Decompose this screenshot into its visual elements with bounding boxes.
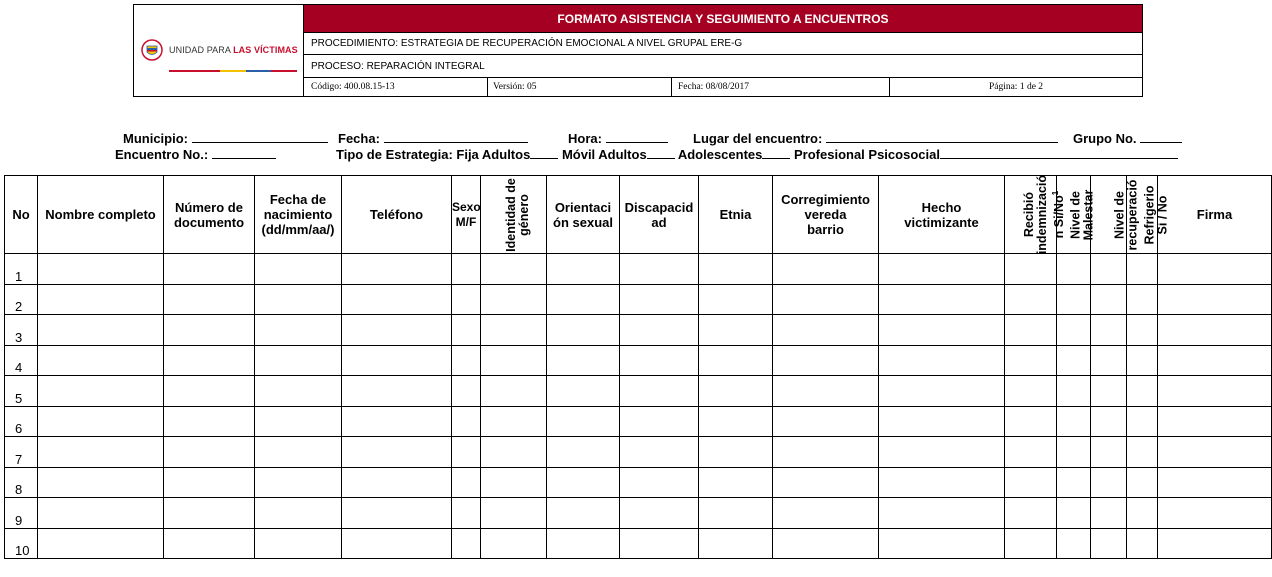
table-cell[interactable] [255,284,342,315]
code-cell: Código: 400.08.15-13 [304,78,488,96]
table-cell[interactable] [699,345,773,376]
table-cell[interactable] [620,467,699,498]
table-cell[interactable] [164,437,255,468]
table-cell[interactable] [879,284,1005,315]
table-cell[interactable] [1127,284,1158,315]
info-line-1 [123,130,328,146]
table-cell[interactable] [38,437,164,468]
table-cell[interactable] [255,315,342,346]
table-cell[interactable] [342,284,452,315]
logo-cell [134,5,304,96]
table-cell[interactable] [1091,406,1127,437]
table-cell[interactable] [1158,376,1272,407]
grupo-field[interactable] [1140,130,1182,143]
table-row [5,284,1272,315]
table-cell[interactable] [255,528,342,559]
table-cell[interactable] [1091,376,1127,407]
col-malestar-text: Nivel de Malestar [1068,189,1096,240]
row-number: 3 [5,315,38,346]
table-cell[interactable] [342,345,452,376]
encuentro-label: Encuentro No.: [115,147,209,162]
row-number: 7 [5,437,38,468]
table-cell[interactable] [1057,315,1091,346]
table-cell[interactable] [1005,498,1057,529]
table-cell[interactable] [699,498,773,529]
table-cell[interactable] [38,345,164,376]
table-cell[interactable] [773,315,879,346]
table-cell[interactable] [773,345,879,376]
col-firma: Firma [1158,176,1272,254]
table-cell[interactable] [620,376,699,407]
table-cell[interactable] [1005,406,1057,437]
row-number: 10 [5,528,38,559]
tipo-label: Tipo de Estrategia: Fija Adultos [336,147,531,162]
col-nacimiento-l3: (dd/mm/aa/) [261,222,335,237]
table-cell[interactable] [164,406,255,437]
col-corregimiento-l1: Corregimiento [781,192,870,207]
table-cell[interactable] [699,528,773,559]
table-cell[interactable] [879,315,1005,346]
table-cell[interactable] [255,406,342,437]
table-cell[interactable] [1005,254,1057,285]
table-cell[interactable] [1091,254,1127,285]
version-cell: Versión: 05 [488,78,672,96]
table-cell[interactable] [547,315,620,346]
form-title: FORMATO ASISTENCIA Y SEGUIMIENTO A ENCUENTROS [304,5,1142,33]
municipio-field[interactable] [192,130,328,143]
table-cell[interactable] [481,467,547,498]
table-cell[interactable] [164,315,255,346]
table-cell[interactable] [38,376,164,407]
table-cell[interactable] [1057,467,1091,498]
table-cell[interactable] [1005,284,1057,315]
row-number: 5 [5,376,38,407]
hora-label: Hora: [568,131,602,146]
table-cell[interactable] [1005,376,1057,407]
table-cell[interactable] [164,467,255,498]
table-cell[interactable] [38,467,164,498]
table-cell[interactable] [773,498,879,529]
table-row [5,437,1272,468]
table-cell[interactable] [699,467,773,498]
adolescentes-field[interactable] [762,146,790,159]
col-sexo-l1: Sexo [452,199,481,214]
table-cell[interactable] [164,498,255,529]
table-cell[interactable] [1127,376,1158,407]
row-number: 6 [5,406,38,437]
table-cell[interactable] [547,345,620,376]
table-cell[interactable] [699,284,773,315]
table-cell[interactable] [342,498,452,529]
table-cell[interactable] [1005,345,1057,376]
col-sexo-l2: M/F [455,214,477,229]
table-cell[interactable] [481,284,547,315]
logo-text [169,45,298,55]
table-cell[interactable] [255,437,342,468]
table-cell[interactable] [452,467,481,498]
col-orientacion [547,176,620,254]
table-cell[interactable] [452,406,481,437]
table-cell[interactable] [1127,437,1158,468]
table-cell[interactable] [879,254,1005,285]
table-cell[interactable] [164,345,255,376]
process-line: PROCESO: REPARACIÓN INTEGRAL [304,55,1142,78]
table-cell[interactable] [1127,406,1158,437]
table-cell[interactable] [1005,315,1057,346]
table-cell[interactable] [773,467,879,498]
table-cell[interactable] [1091,498,1127,529]
table-cell[interactable] [1091,284,1127,315]
profesional-field[interactable] [940,146,1178,159]
table-cell[interactable] [1127,498,1158,529]
table-cell[interactable] [773,406,879,437]
table-cell[interactable] [1005,467,1057,498]
col-corregimiento [773,176,879,254]
col-hecho-l2: victimizante [904,214,979,230]
table-cell[interactable] [1091,315,1127,346]
grupo-label: Grupo No. [1073,131,1137,146]
table-cell[interactable] [699,254,773,285]
table-cell[interactable] [1127,254,1158,285]
table-cell[interactable] [1158,345,1272,376]
col-telefono: Teléfono [342,176,452,254]
encuentro-field[interactable] [212,146,276,159]
table-cell[interactable] [1127,315,1158,346]
table-cell[interactable] [1057,406,1091,437]
adolescentes-label: Adolescentes [677,147,763,162]
table-cell[interactable] [342,467,452,498]
col-recuperacion [1091,176,1140,254]
table-cell[interactable] [1057,528,1091,559]
movil-adultos-field[interactable] [647,146,675,159]
table-cell[interactable] [620,406,699,437]
table-cell[interactable] [773,284,879,315]
fecha-group [338,130,528,146]
table-cell[interactable] [620,498,699,529]
table-header-row [5,176,1272,254]
table-cell[interactable] [1127,345,1158,376]
logo-prefix: UNIDAD PARA [169,45,231,55]
col-corregimiento-l2: vereda [804,207,847,222]
table-cell[interactable] [879,498,1005,529]
profesional-label: Profesional Psicosocial [794,147,940,162]
row-number: 9 [5,498,38,529]
table-cell[interactable] [547,528,620,559]
table-cell[interactable] [1158,284,1272,315]
col-recuperacion-text: Nivel de recuperació [1112,179,1140,250]
table-row [5,406,1272,437]
table-cell[interactable] [1158,498,1272,529]
row-number: 1 [5,254,38,285]
table-cell[interactable] [699,315,773,346]
table-cell[interactable] [255,345,342,376]
table-cell[interactable] [481,528,547,559]
row-number: 2 [5,284,38,315]
col-discapacidad-l2: ad [651,214,667,230]
form-header [133,4,1143,97]
col-indemnizacion-text: Recibió indemnizació n Si/No$^1$ [1022,174,1067,255]
col-no: No [5,176,38,254]
table-cell[interactable] [547,284,620,315]
table-cell[interactable] [620,315,699,346]
col-orientacion-l1: Orientaci [554,199,612,215]
table-cell[interactable] [1005,437,1057,468]
table-cell[interactable] [342,376,452,407]
table-cell[interactable] [620,254,699,285]
municipio-label: Municipio: [123,131,188,146]
table-cell[interactable] [1091,467,1127,498]
table-cell[interactable] [1057,284,1091,315]
col-discapacidad [620,176,699,254]
table-cell[interactable] [38,284,164,315]
col-sexo [452,176,481,254]
table-cell[interactable] [481,406,547,437]
col-nacimiento [255,176,342,254]
table-cell[interactable] [38,254,164,285]
table-cell[interactable] [547,498,620,529]
col-hecho [879,176,1005,254]
table-cell[interactable] [1158,254,1272,285]
table-cell[interactable] [1057,498,1091,529]
table-cell[interactable] [481,376,547,407]
table-cell[interactable] [879,376,1005,407]
row-number: 8 [5,467,38,498]
table-cell[interactable] [620,437,699,468]
logo-emphasis: LAS VÍCTIMAS [233,45,298,55]
col-refrigerio-text: Refrigerio Si / No [1142,184,1170,245]
row-number: 4 [5,345,38,376]
lugar-field[interactable] [826,130,1058,143]
table-cell[interactable] [38,498,164,529]
col-orientacion-l2: ón sexual [553,214,613,230]
table-cell[interactable] [547,437,620,468]
col-discapacidad-l1: Discapacid [624,199,694,215]
table-cell[interactable] [699,406,773,437]
table-cell[interactable] [452,284,481,315]
table-cell[interactable] [1057,345,1091,376]
table-cell[interactable] [255,498,342,529]
col-documento: Número de documento [164,176,255,254]
table-cell[interactable] [1057,376,1091,407]
coat-of-arms-icon [141,39,163,61]
table-cell[interactable] [164,284,255,315]
table-cell[interactable] [481,315,547,346]
tipo-group [336,146,1178,162]
encuentro-group [115,146,276,162]
table-cell[interactable] [1091,528,1127,559]
table-cell[interactable] [452,437,481,468]
table-cell[interactable] [255,376,342,407]
table-cell[interactable] [1158,406,1272,437]
table-cell[interactable] [38,528,164,559]
table-row [5,345,1272,376]
table-row [5,315,1272,346]
hora-group [568,130,668,146]
table-cell[interactable] [879,406,1005,437]
table-cell[interactable] [547,406,620,437]
table-cell[interactable] [699,376,773,407]
date-cell: Fecha: 08/08/2017 [672,78,890,96]
lugar-label: Lugar del encuentro: [693,131,823,146]
table-cell[interactable] [620,528,699,559]
table-row [5,376,1272,407]
table-cell[interactable] [452,376,481,407]
col-nacimiento-l1: Fecha de [269,192,327,207]
table-cell[interactable] [1127,528,1158,559]
table-cell[interactable] [620,284,699,315]
table-cell[interactable] [481,345,547,376]
attendance-table [4,175,1272,559]
table-cell[interactable] [38,406,164,437]
table-cell[interactable] [773,528,879,559]
table-cell[interactable] [773,254,879,285]
table-cell[interactable] [1091,345,1127,376]
document-meta [304,78,1142,96]
grupo-group [1073,130,1182,146]
fija-adultos-field[interactable] [530,146,558,159]
page-cell: Página: 1 de 2 [988,82,1044,92]
table-row [5,498,1272,529]
table-cell[interactable] [1057,254,1091,285]
table-cell[interactable] [342,406,452,437]
table-cell[interactable] [481,498,547,529]
table-cell[interactable] [879,467,1005,498]
table-row [5,467,1272,498]
table-row [5,254,1272,285]
unidad-victimas-logo [141,39,299,65]
table-cell[interactable] [164,376,255,407]
table-cell[interactable] [1158,437,1272,468]
table-row [5,528,1272,559]
table-cell[interactable] [773,437,879,468]
table-cell[interactable] [452,528,481,559]
col-indemnizacion [1005,174,1067,255]
table-cell[interactable] [773,376,879,407]
table-cell[interactable] [342,315,452,346]
col-hecho-l1: Hecho [921,199,962,215]
table-cell[interactable] [452,254,481,285]
procedure-line: PROCEDIMIENTO: ESTRATEGIA DE RECUPERACIÓN EMOCIONAL A NIVEL GRUPAL ERE-G [304,33,1142,55]
table-cell[interactable] [164,254,255,285]
table-cell[interactable] [342,437,452,468]
table-cell[interactable] [452,498,481,529]
table-cell[interactable] [879,528,1005,559]
table-cell[interactable] [1158,467,1272,498]
table-cell[interactable] [164,528,255,559]
table-cell[interactable] [342,528,452,559]
table-cell[interactable] [1091,437,1127,468]
col-identidad-text: Identidad de género [503,177,531,252]
table-body [5,254,1272,559]
col-corregimiento-l3: barrio [807,222,844,237]
fecha-field[interactable] [384,130,528,143]
logo-underline [169,59,297,61]
table-cell[interactable] [481,254,547,285]
table-cell[interactable] [547,467,620,498]
table-cell[interactable] [620,345,699,376]
table-cell[interactable] [1127,467,1158,498]
lugar-group [693,130,1058,146]
hora-field[interactable] [606,130,668,143]
table-cell[interactable] [547,376,620,407]
table-cell[interactable] [547,254,620,285]
table-cell[interactable] [255,467,342,498]
fecha-label: Fecha: [338,131,380,146]
table-cell[interactable] [481,437,547,468]
table-cell[interactable] [255,254,342,285]
movil-label: Móvil Adultos [561,147,647,162]
table-cell[interactable] [38,315,164,346]
table-cell[interactable] [1158,528,1272,559]
col-etnia: Etnia [699,176,773,254]
col-nacimiento-l2: nacimiento [263,207,333,222]
table-cell[interactable] [342,254,452,285]
table-cell[interactable] [452,315,481,346]
table-cell[interactable] [1005,528,1057,559]
table-cell[interactable] [1057,437,1091,468]
table-cell[interactable] [879,437,1005,468]
table-cell[interactable] [1158,315,1272,346]
table-cell[interactable] [452,345,481,376]
col-identidad [481,176,547,254]
table-cell[interactable] [879,345,1005,376]
table-cell[interactable] [699,437,773,468]
col-nombre: Nombre completo [38,176,164,254]
